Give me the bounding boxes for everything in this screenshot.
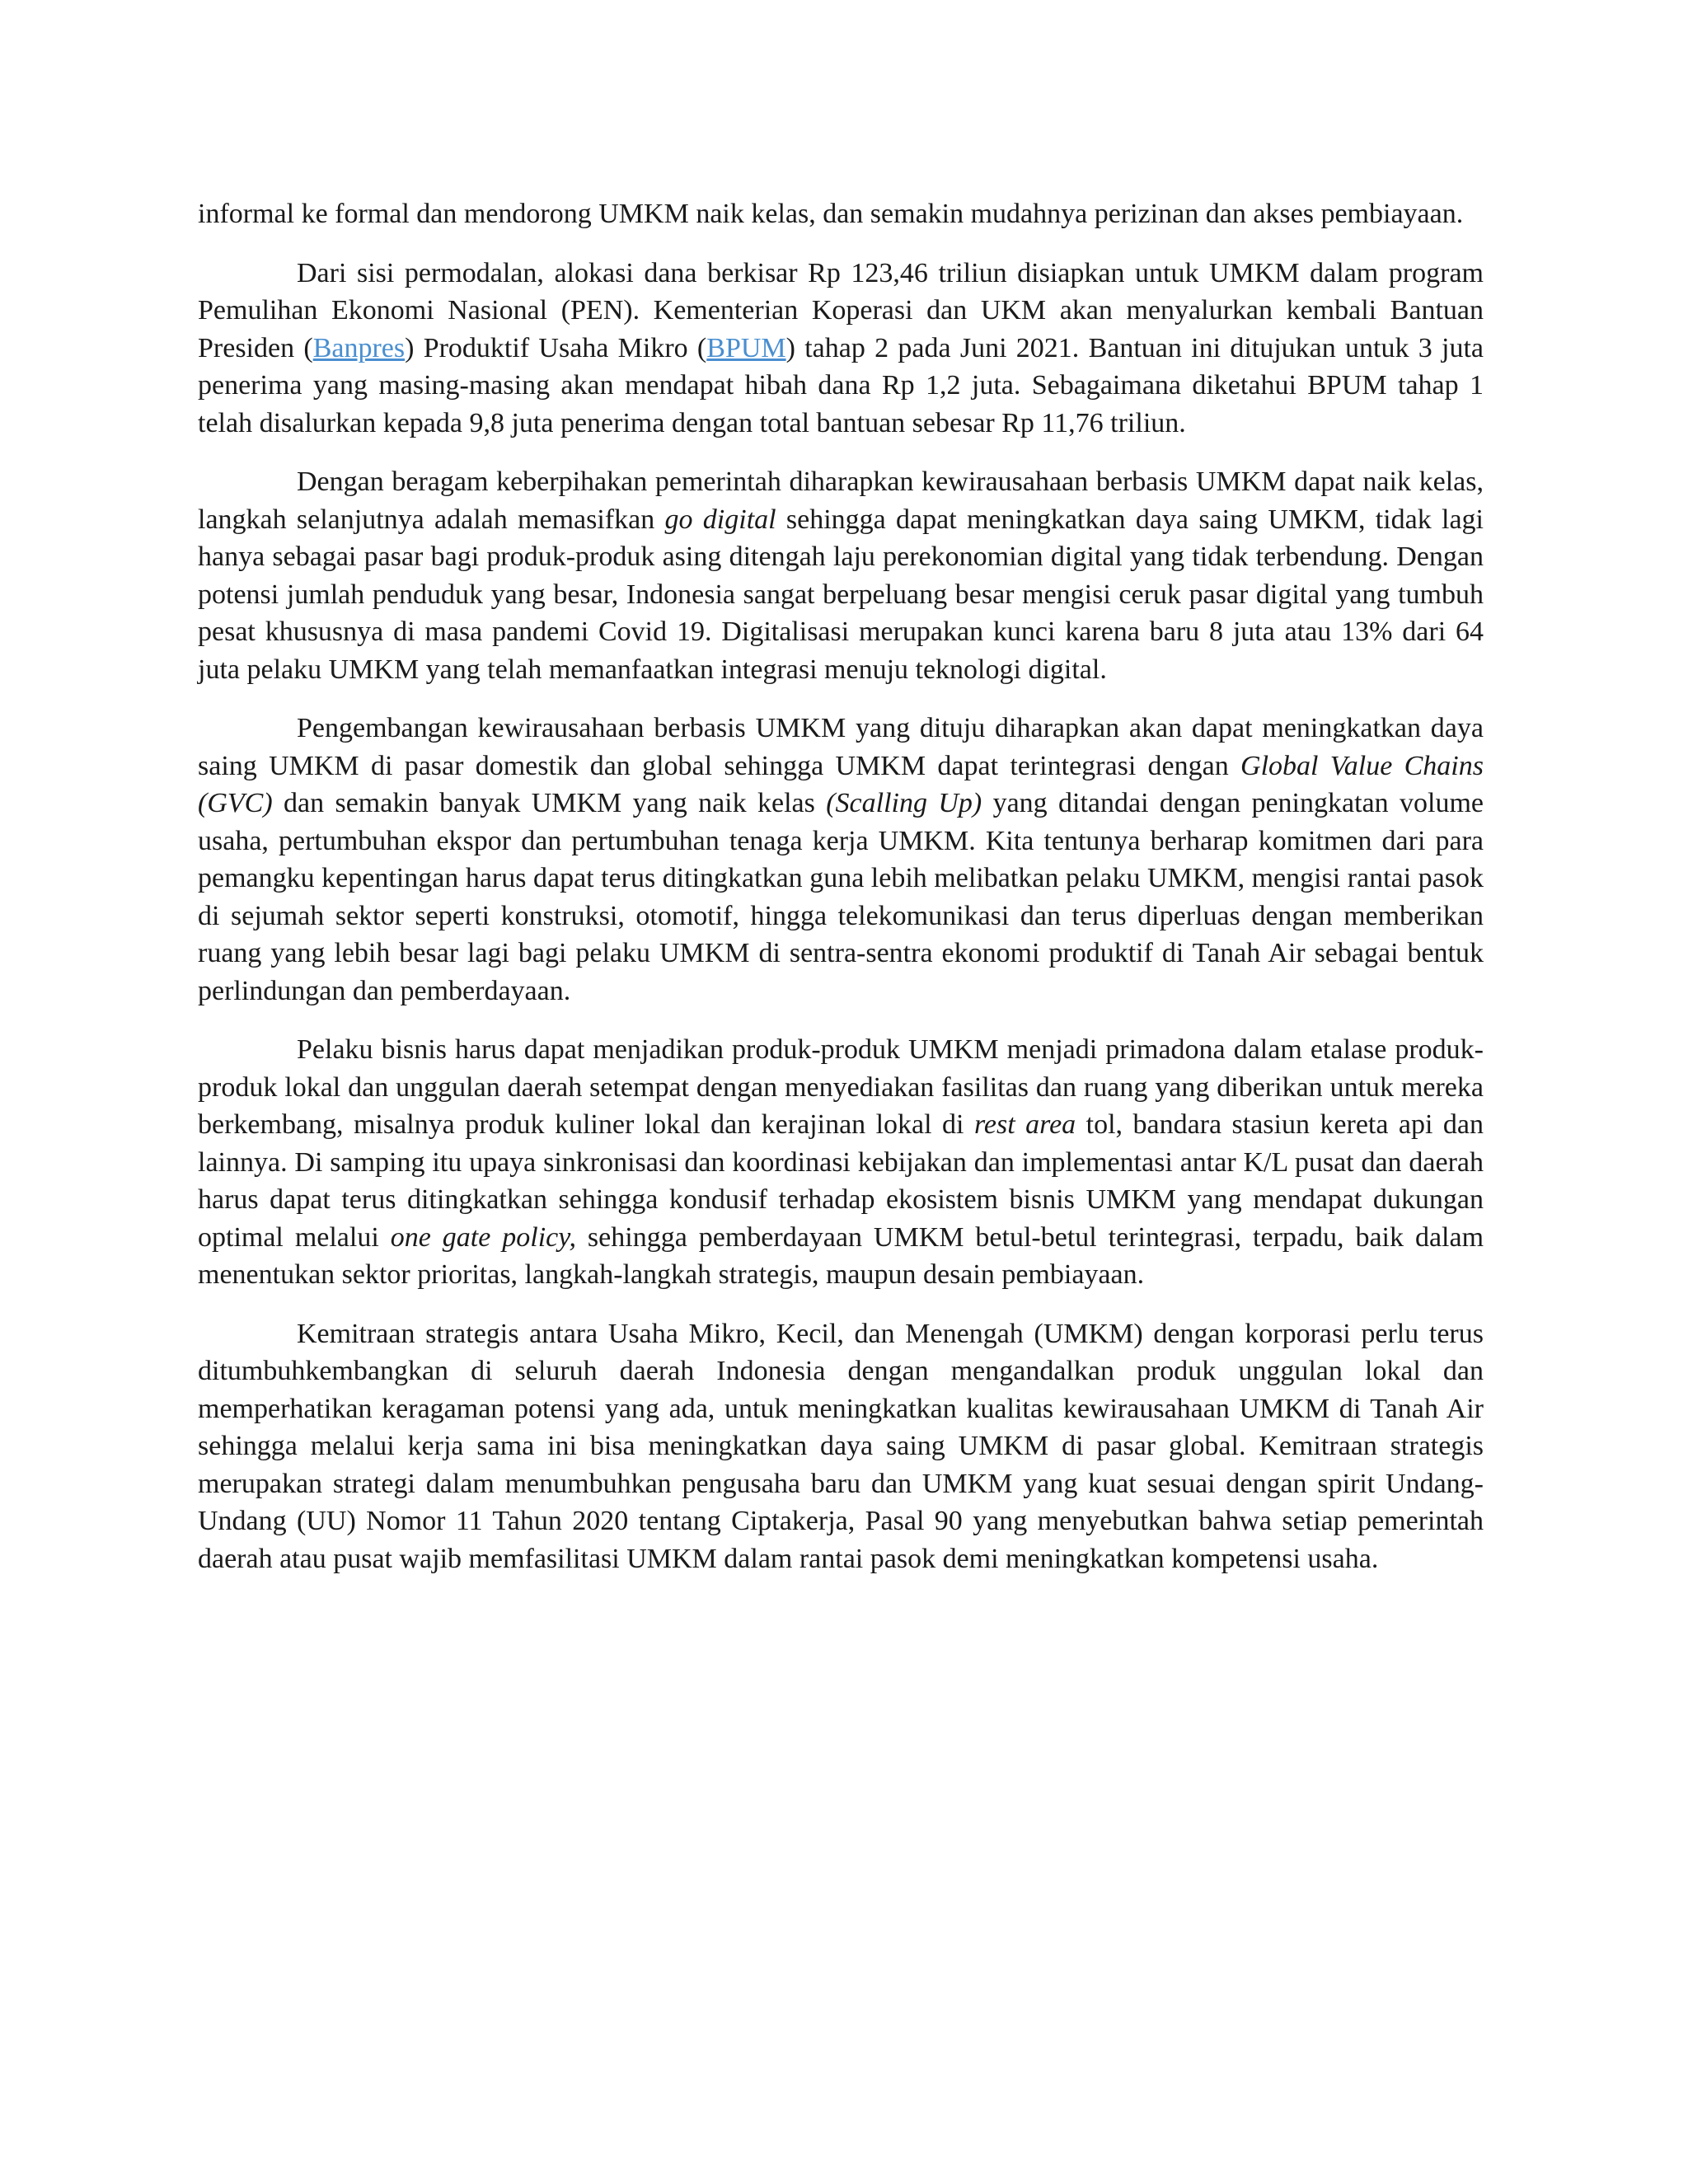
- italic-term: (Scalling Up): [826, 788, 982, 818]
- text-segment: tol, bandara stasiun kereta api dan lainnya. Di samping itu upaya sinkronisasi dan koordinasi kebijakan dan implementasi antar K/L pusat dan daerah harus dapat terus ditingkatkan sehingga kondusif terhadap ekosistem bisnis UMKM yang mendapat dukungan optimal melalui: [198, 1109, 1484, 1253]
- text-segment: Dengan beragam keberpihakan pemerintah diharapkan kewirausahaan berbasis UMKM dapat naik kelas, langkah selanjutnya adalah memasifkan: [198, 466, 1484, 535]
- paragraph-pengembangan: [198, 710, 1484, 1010]
- italic-term: Global Value Chains (GVC): [198, 750, 1484, 818]
- italic-term: go digital: [664, 504, 776, 535]
- document-body: [198, 195, 1484, 1599]
- paragraph-kemitraan: [198, 1315, 1484, 1578]
- banpres-link[interactable]: Banpres: [312, 332, 406, 363]
- italic-term: one gate policy,: [390, 1221, 576, 1253]
- text-segment: dan semakin banyak UMKM yang naik kelas: [272, 788, 827, 818]
- italic-term: rest area: [973, 1109, 1076, 1140]
- text-segment: sehingga dapat meningkatkan daya saing UMKM, tidak lagi hanya sebagai pasar bagi produk-produk asing ditengah laju perekonomian digital yang tidak terbendung. Dengan potensi jumlah penduduk yang besar, Indonesia sangat berpeluang besar mengisi ceruk pasar digital yang tumbuh pesat khususnya di masa pandemi Covid 19. Digitalisasi merupakan kunci karena baru 8 juta atau 13% dari 64 juta pelaku UMKM yang telah memanfaatkan integrasi menuju teknologi digital.: [198, 504, 1484, 685]
- text-segment: Pelaku bisnis harus dapat menjadikan produk-produk UMKM menjadi primadona dalam etalase produk-produk lokal dan unggulan daerah setempat dengan menyediakan fasilitas dan ruang yang diberikan untuk mereka berkembang, misalnya produk kuliner lokal dan kerajinan lokal di: [198, 1034, 1484, 1140]
- text-segment: sehingga pemberdayaan UMKM betul-betul terintegrasi, terpadu, baik dalam menentukan sektor prioritas, langkah-langkah strategis, maupun desain pembiayaan.: [198, 1221, 1484, 1290]
- paragraph-permodalan: [198, 255, 1484, 443]
- text-segment: Pengembangan kewirausahaan berbasis UMKM yang dituju diharapkan akan dapat meningkatkan daya saing UMKM di pasar domestik dan global sehingga UMKM dapat terintegrasi dengan: [198, 713, 1484, 781]
- paragraph-go-digital: [198, 463, 1484, 688]
- text-segment: Kemitraan strategis antara Usaha Mikro, Kecil, dan Menengah (UMKM) dengan korporasi perlu terus ditumbuhkembangkan di seluruh daerah Indonesia dengan mengandalkan produk unggulan lokal dan memperhatikan keragaman potensi yang ada, untuk meningkatkan kualitas kewirausahaan UMKM di Tanah Air sehingga melalui kerja sama ini bisa meningkatkan daya saing UMKM di pasar global. Kemitraan strategis merupakan strategi dalam menumbuhkan pengusaha baru dan UMKM yang kuat sesuai dengan spirit Undang-Undang (UU) Nomor 11 Tahun 2020 tentang Ciptakerja, Pasal 90 yang menyebutkan bahwa setiap pemerintah daerah atau pusat wajib memfasilitasi UMKM dalam rantai pasok demi meningkatkan kompetensi usaha.: [198, 1318, 1484, 1574]
- paragraph-continuation: [198, 195, 1484, 233]
- text-segment: ) tahap 2 pada Juni 2021. Bantuan ini ditujukan untuk 3 juta penerima yang masing-masing akan mendapat hibah dana Rp 1,2 juta. Sebagaimana diketahui BPUM tahap 1 telah disalurkan kepada 9,8 juta penerima dengan total bantuan sebesar Rp 11,76 triliun.: [198, 332, 1484, 438]
- text-segment: yang ditandai dengan peningkatan volume usaha, pertumbuhan ekspor dan pertumbuhan tenaga kerja UMKM. Kita tentunya berharap komitmen dari para pemangku kepentingan harus dapat terus ditingkatkan guna lebih melibatkan pelaku UMKM, mengisi rantai pasok di sejumah sektor seperti konstruksi, otomotif, hingga telekomunikasi dan terus diperluas dengan memberikan ruang yang lebih besar lagi bagi pelaku UMKM di sentra-sentra ekonomi produktif di Tanah Air sebagai bentuk perlindungan dan pemberdayaan.: [198, 788, 1484, 1006]
- bpum-link[interactable]: BPUM: [706, 332, 786, 363]
- text-segment: Dari sisi permodalan, alokasi dana berkisar Rp 123,46 triliun disiapkan untuk UMKM dalam program Pemulihan Ekonomi Nasional (PEN). Kementerian Koperasi dan UKM akan menyalurkan kembali Bantuan Presiden (: [198, 257, 1484, 363]
- text-segment: informal ke formal dan mendorong UMKM naik kelas, dan semakin mudahnya perizinan dan akses pembiayaan.: [198, 199, 1464, 229]
- text-segment: ) Produktif Usaha Mikro (: [405, 332, 707, 363]
- paragraph-pelaku-bisnis: [198, 1031, 1484, 1294]
